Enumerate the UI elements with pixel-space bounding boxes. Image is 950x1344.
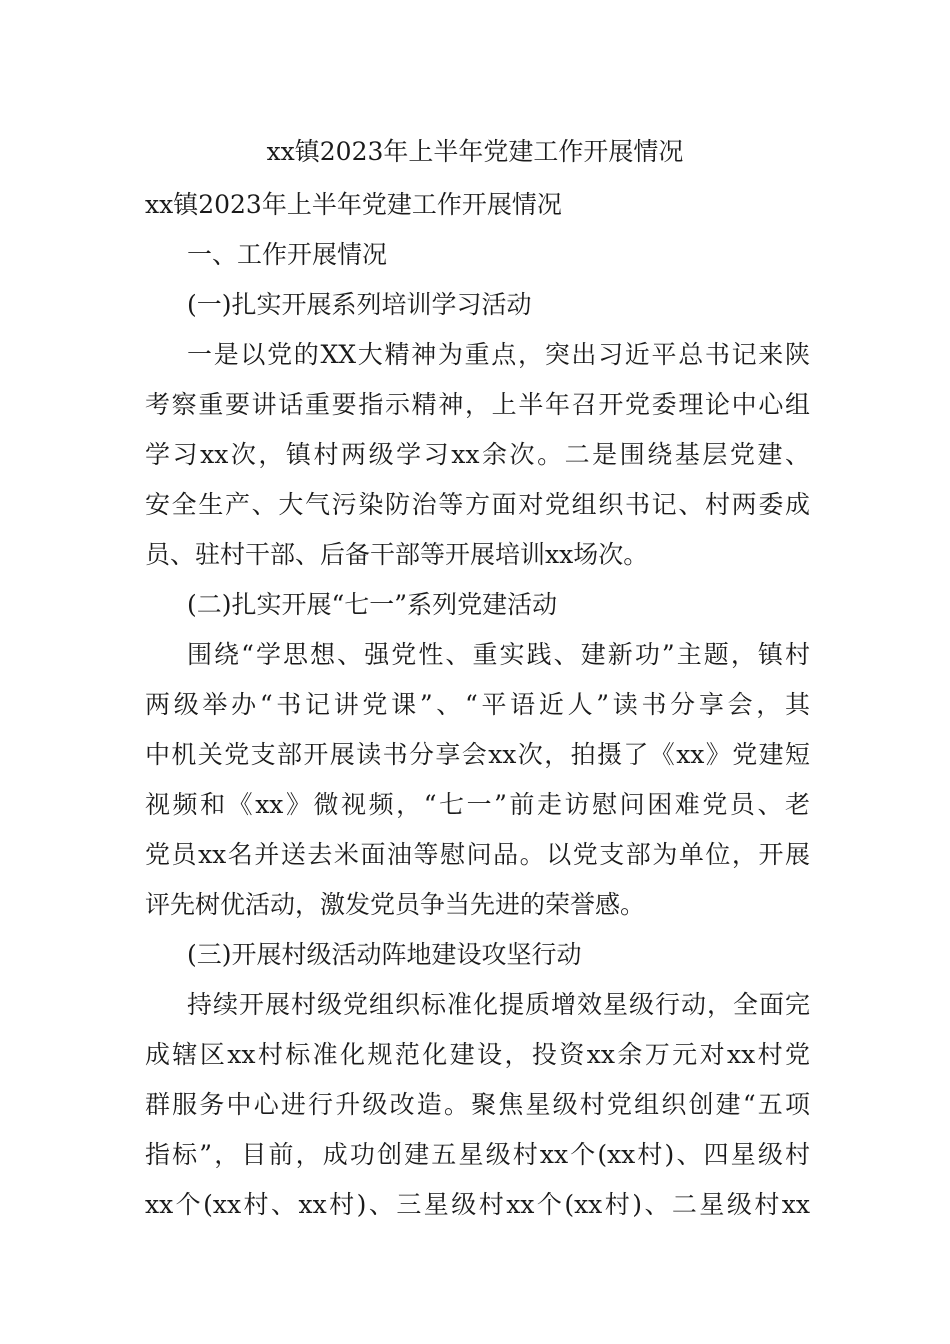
section-heading: 一、工作开展情况 [187,240,388,269]
paragraph-line: 一是以党的XX大精神为重点，突出习近平总书记来陕 [187,340,810,369]
document-subtitle: xx镇2023年上半年党建工作开展情况 [145,190,562,219]
paragraph-2 [145,630,810,930]
paragraph-line: 学习xx次，镇村两级学习xx余次。二是围绕基层党建、 [145,440,810,469]
paragraph-line: 指标”，目前，成功创建五星级村xx个(xx村)、四星级村 [145,1140,810,1169]
paragraph-line: 党员xx名并送去米面油等慰问品。以党支部为单位，开展 [145,840,810,869]
paragraph-line: 两级举办“书记讲党课”、“平语近人”读书分享会，其 [145,690,810,719]
paragraph-line: 安全生产、大气污染防治等方面对党组织书记、村两委成 [145,490,810,519]
paragraph-3 [145,980,810,1230]
subsection-heading-3: (三)开展村级活动阵地建设攻坚行动 [187,940,582,969]
paragraph-line: 围绕“学思想、强党性、重实践、建新功”主题，镇村 [187,640,810,669]
document-body [145,180,810,1230]
paragraph-line: 视频和《xx》微视频，“七一”前走访慰问困难党员、老 [145,790,810,819]
paragraph-line: 员、驻村干部、后备干部等开展培训xx场次。 [145,540,649,569]
paragraph-line: xx个(xx村、xx村)、三星级村xx个(xx村)、二星级村xx [145,1190,810,1219]
paragraph-line: 中机关党支部开展读书分享会xx次，拍摄了《xx》党建短 [145,740,810,769]
document-title: xx镇2023年上半年党建工作开展情况 [266,137,684,166]
paragraph-line: 考察重要讲话重要指示精神，上半年召开党委理论中心组 [145,390,810,419]
paragraph-1 [145,330,810,580]
paragraph-line: 持续开展村级党组织标准化提质增效星级行动，全面完 [187,990,810,1019]
paragraph-line: 群服务中心进行升级改造。聚焦星级村党组织创建“五项 [145,1090,810,1119]
subsection-heading-2: (二)扎实开展“七一”系列党建活动 [187,590,558,619]
paragraph-line: 成辖区xx村标准化规范化建设，投资xx余万元对xx村党 [145,1040,810,1069]
paragraph-line: 评先树优活动，激发党员争当先进的荣誉感。 [145,890,646,919]
subsection-heading-1: (一)扎实开展系列培训学习活动 [187,290,532,319]
